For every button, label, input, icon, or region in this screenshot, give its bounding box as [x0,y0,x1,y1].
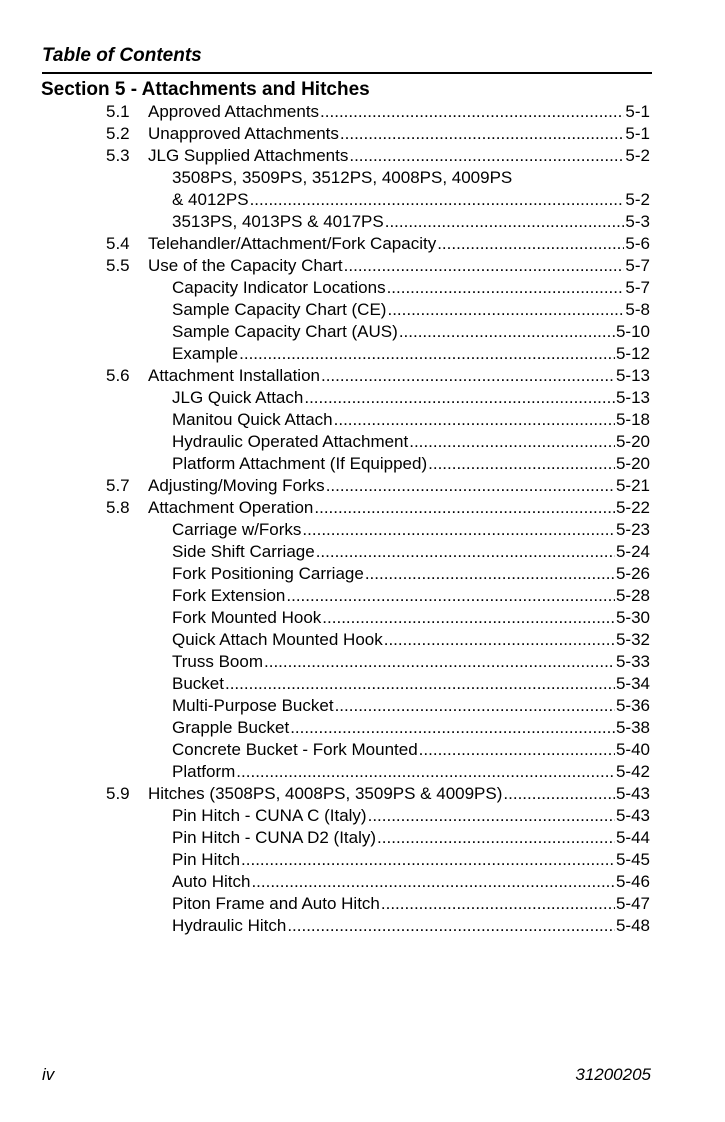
dot-leader [241,849,615,871]
toc-entry-subsection[interactable] [0,343,725,365]
toc-entry-label: JLG Supplied Attachments [148,146,349,165]
toc-entry-page: 5-1 [625,124,650,143]
dot-leader [321,365,615,387]
toc-entry-section[interactable] [0,123,725,145]
toc-entry-subsection[interactable] [0,299,725,321]
toc-entry-label: Attachment Operation [148,498,314,517]
footer-doc-number: 31200205 [575,1065,651,1084]
dot-leader [387,277,625,299]
toc-entry-label: Fork Mounted Hook [172,608,322,627]
toc-entry-page: 5-33 [615,652,650,671]
toc-entry-page: 5-26 [615,564,650,583]
toc-entry-label: Fork Extension [172,586,286,605]
toc-entry-subsection[interactable] [0,695,725,717]
toc-entry-page: 5-3 [625,212,650,231]
page-header [42,44,652,74]
dot-leader [316,541,615,563]
toc-entry-line [172,387,650,409]
dot-leader [385,211,625,233]
toc-entry-line [172,453,650,475]
dot-leader [334,409,615,431]
toc-entry-line [148,365,650,387]
toc-entry-label: Piton Frame and Auto Hitch [172,894,380,913]
toc-entry-line [148,783,650,805]
toc-entry-line [148,145,650,167]
dot-leader [503,783,615,805]
toc-entry-line [172,343,650,365]
toc-entry-line [172,805,650,827]
toc-entry-page: 5-42 [615,762,650,781]
toc-entry-section[interactable] [0,145,725,167]
toc-entry-subsection[interactable] [0,541,725,563]
toc-entry-line [172,673,650,695]
toc-entry-subsection[interactable] [0,915,725,937]
dot-leader [304,387,615,409]
toc-entry-page: 5-28 [615,586,650,605]
toc-entry-line [148,123,650,145]
dot-leader [399,321,615,343]
dot-leader [387,299,624,321]
toc-entry-line [172,607,650,629]
dot-leader [381,893,615,915]
toc-entry-line [172,761,650,783]
dot-leader [264,651,615,673]
toc-entry-line [172,585,650,607]
dot-leader [344,255,625,277]
toc-entry-line [172,739,650,761]
dot-leader [409,431,615,453]
toc-entry-line [172,827,650,849]
dot-leader [239,343,615,365]
toc-entry-page: 5-44 [615,828,650,847]
toc-entry-subsection[interactable] [0,827,725,849]
toc-entry-page: 5-46 [615,872,650,891]
toc-entry-page: 5-30 [615,608,650,627]
toc-entry-label: Concrete Bucket - Fork Mounted [172,740,418,759]
footer-page-number: iv [42,1065,55,1084]
toc-entry-page: 5-34 [615,674,650,693]
toc-entry-page: 5-20 [615,432,650,451]
toc-entry-page: 5-12 [615,344,650,363]
dot-leader [384,629,615,651]
toc-entry-line [172,211,650,233]
toc-entry-line [148,255,650,277]
toc-entry-line [172,563,650,585]
toc-entry-label: JLG Quick Attach [172,388,304,407]
dot-leader [250,189,625,211]
toc-entry-label: Adjusting/Moving Forks [148,476,325,495]
toc-entry-label: Attachment Installation [148,366,320,385]
toc-entry-page: 5-6 [625,234,650,253]
toc-entry-line [148,101,650,123]
toc-entry-subsection[interactable] [0,453,725,475]
toc-entry-page: 5-10 [615,322,650,341]
toc-entry-subsection[interactable] [0,761,725,783]
toc-entry-label: Hydraulic Operated Attachment [172,432,409,451]
toc-entry-label: Example [172,344,239,363]
toc-entry-number: 5.8 [106,498,130,517]
toc-entry-page: 5-36 [615,696,650,715]
dot-leader [251,871,615,893]
toc-entry-section[interactable] [0,101,725,123]
toc-entry-subsection[interactable] [0,409,725,431]
toc-entry-page: 5-2 [625,190,650,209]
toc-entry-number: 5.2 [106,124,130,143]
toc-entry-subsection[interactable] [0,189,725,211]
toc-entry-section[interactable] [0,497,725,519]
toc-entry-number: 5.7 [106,476,130,495]
toc-entry-line [172,321,650,343]
toc-entry-subsection[interactable] [0,519,725,541]
toc-entry-page: 5-23 [615,520,650,539]
dot-leader [335,695,615,717]
dot-leader [377,827,615,849]
toc-entry-label: Pin Hitch - CUNA D2 (Italy) [172,828,377,847]
toc-entry-line [172,519,650,541]
toc-entry-line [148,497,650,519]
dot-leader [320,101,624,123]
toc-entry-subsection[interactable] [0,717,725,739]
toc-entry-page: 5-24 [615,542,650,561]
toc-entry-line [148,475,650,497]
toc-entry-page: 5-20 [615,454,650,473]
toc-title: Table of Contents [42,45,202,66]
toc-entry-subsection[interactable] [0,607,725,629]
toc-entry-line [172,695,650,717]
toc-entry-section[interactable] [0,233,725,255]
toc-entry-label: & 4012PS [172,190,249,209]
toc-entry-label: Sample Capacity Chart (CE) [172,300,387,319]
toc-entry-label: Truss Boom [172,652,264,671]
toc-entry-page: 5-38 [615,718,650,737]
dot-leader [326,475,615,497]
toc-entry-number: 5.6 [106,366,130,385]
dot-leader [314,497,615,519]
toc-entry-subsection[interactable] [0,167,725,189]
toc-entry-label: 3513PS, 4013PS & 4017PS [172,212,384,231]
toc-entry-page: 5-22 [615,498,650,517]
toc-entry-subsection[interactable] [0,585,725,607]
toc-entry-line [172,541,650,563]
toc-entry-page: 5-48 [615,916,650,935]
toc-entry-subsection[interactable] [0,893,725,915]
toc-entry-line [172,849,650,871]
toc-entry-label: Telehandler/Attachment/Fork Capacity [148,234,437,253]
toc-entry-label: Approved Attachments [148,102,320,121]
toc-entry-label: Hydraulic Hitch [172,916,287,935]
toc-entry-label: Platform Attachment (If Equipped) [172,454,428,473]
toc-entry-number: 5.4 [106,234,130,253]
toc-entry-subsection[interactable] [0,629,725,651]
section-heading: Section 5 - Attachments and Hitches [41,79,370,100]
toc-entry-subsection[interactable] [0,871,725,893]
dot-leader [236,761,615,783]
toc-entry-label: Quick Attach Mounted Hook [172,630,383,649]
toc-entry-label: Sample Capacity Chart (AUS) [172,322,398,341]
toc-entry-label: Unapproved Attachments [148,124,339,143]
toc-entry-page: 5-1 [625,102,650,121]
toc-entry-page: 5-32 [615,630,650,649]
toc-entry-line [172,915,650,937]
toc-entry-subsection[interactable] [0,849,725,871]
dot-leader [322,607,615,629]
toc-entry-line [172,189,650,211]
toc-entry-label: Hitches (3508PS, 4008PS, 3509PS & 4009PS) [148,784,503,803]
dot-leader [437,233,624,255]
toc-entry-subsection[interactable] [0,651,725,673]
toc-entry-line [148,233,650,255]
toc-entry-label: Fork Positioning Carriage [172,564,364,583]
toc-entry-page: 5-13 [615,366,650,385]
toc-entry-line [172,629,650,651]
toc-entry-page: 5-7 [625,278,650,297]
toc-entry-label: Auto Hitch [172,872,251,891]
dot-leader [340,123,625,145]
toc-entry-subsection[interactable] [0,277,725,299]
dot-leader [225,673,615,695]
toc-entry-page: 5-43 [615,784,650,803]
toc-entry-page: 5-2 [625,146,650,165]
toc-entry-page: 5-43 [615,806,650,825]
toc-entry-section[interactable] [0,255,725,277]
toc-entry-line [172,277,650,299]
dot-leader [349,145,624,167]
toc-entry-page: 5-8 [625,300,650,319]
toc-entry-page: 5-21 [615,476,650,495]
toc-entry-label: Manitou Quick Attach [172,410,333,429]
toc-entry-number: 5.3 [106,146,130,165]
toc-entry-page: 5-40 [615,740,650,759]
toc-entry-label: Grapple Bucket [172,718,290,737]
toc-entry-label: Platform [172,762,236,781]
toc-entry-line [172,409,650,431]
toc-entry-section[interactable] [0,783,725,805]
toc-entry-number: 5.1 [106,102,130,121]
toc-entry-page: 5-13 [615,388,650,407]
toc-entry-line [172,717,650,739]
dot-leader [302,519,615,541]
dot-leader [368,805,615,827]
toc-entry-subsection[interactable] [0,387,725,409]
dot-leader [287,915,615,937]
toc-entry-line [172,651,650,673]
toc-entry-label: Capacity Indicator Locations [172,278,386,297]
toc-entry-label: 3508PS, 3509PS, 3512PS, 4008PS, 4009PS [172,168,513,187]
toc-entry-page: 5-47 [615,894,650,913]
toc-entry-section[interactable] [0,365,725,387]
toc-entry-line [172,871,650,893]
toc-entry-label: Carriage w/Forks [172,520,302,539]
dot-leader [286,585,615,607]
toc-entry-line [172,299,650,321]
toc-entry-subsection[interactable] [0,805,725,827]
dot-leader [428,453,615,475]
toc-entry-subsection[interactable] [0,211,725,233]
toc-entry-subsection[interactable] [0,563,725,585]
toc-entry-label: Multi-Purpose Bucket [172,696,334,715]
toc-entry-page: 5-18 [615,410,650,429]
toc-entry-number: 5.5 [106,256,130,275]
toc-entry-subsection[interactable] [0,431,725,453]
dot-leader [290,717,615,739]
toc-entry-label: Use of the Capacity Chart [148,256,343,275]
toc-entry-number: 5.9 [106,784,130,803]
toc-entry-label: Pin Hitch [172,850,241,869]
toc-entry-line [172,431,650,453]
toc-entry-section[interactable] [0,475,725,497]
dot-leader [419,739,615,761]
toc-entry-line [172,893,650,915]
toc-entry-subsection[interactable] [0,673,725,695]
toc-entry-page: 5-45 [615,850,650,869]
dot-leader [365,563,615,585]
toc-entry-label: Side Shift Carriage [172,542,315,561]
toc-entry-label: Bucket [172,674,224,693]
toc-entry-page: 5-7 [625,256,650,275]
toc-entry-label: Pin Hitch - CUNA C (Italy) [172,806,367,825]
toc-entry-subsection[interactable] [0,321,725,343]
toc-entry-subsection[interactable] [0,739,725,761]
